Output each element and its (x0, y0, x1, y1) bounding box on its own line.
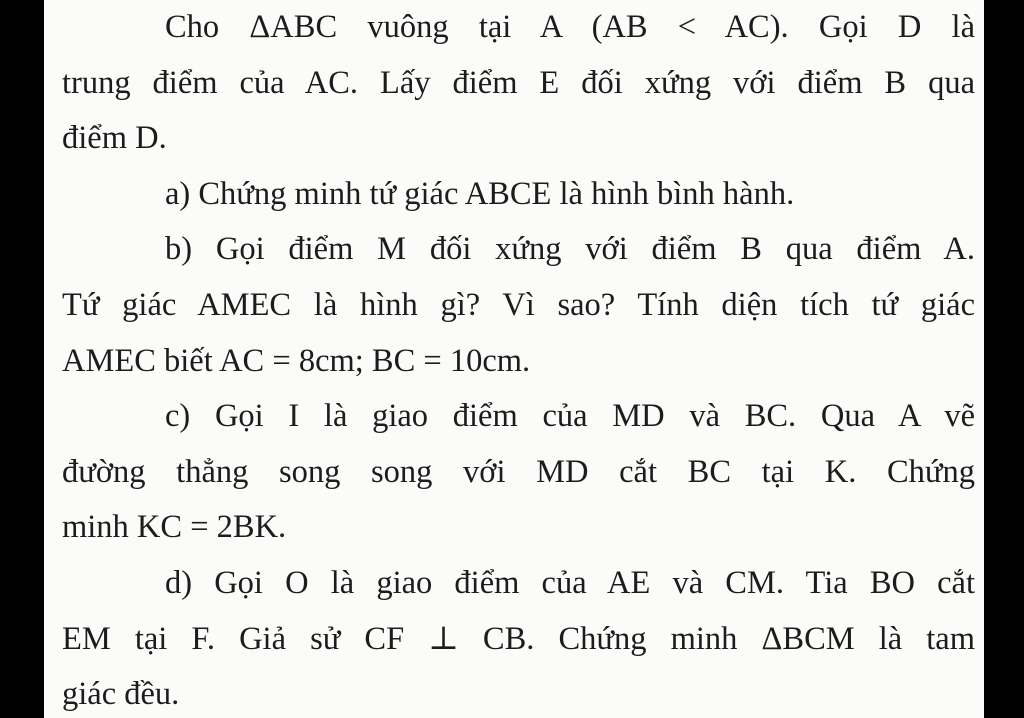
document-page (44, 0, 984, 718)
text-line: Cho ΔABC vuông tại A (AB < AC). Gọi D là (165, 9, 975, 45)
part-c (62, 389, 975, 556)
text-line: d) Gọi O là giao điểm của AE và CM. Tia BO cắt (165, 564, 975, 601)
part-b (62, 222, 975, 389)
part-d (62, 556, 975, 718)
text-line: trung điểm của AC. Lấy điểm E đối xứng với điểm B qua (62, 64, 975, 101)
text-line: điểm D. (62, 120, 167, 157)
text-line: minh KC = 2BK. (62, 509, 287, 546)
text-line: c) Gọi I là giao điểm của MD và BC. Qua A vẽ (165, 398, 975, 435)
problem-text (62, 0, 975, 718)
text-line: EM tại F. Giả sử CF ⊥ CB. Chứng minh ΔBCM là tam (62, 620, 975, 657)
text-line: giác đều. (62, 676, 180, 713)
text-line: đường thẳng song song với MD cắt BC tại K. Chứng (62, 453, 975, 490)
text-line: b) Gọi điểm M đối xứng với điểm B qua điểm A. (165, 231, 975, 268)
text-line: a) Chứng minh tứ giác ABCE là hình bình hành. (165, 175, 795, 212)
text-line: AMEC biết AC = 8cm; BC = 10cm. (62, 342, 531, 379)
text-line: Tứ giác AMEC là hình gì? Vì sao? Tính diện tích tứ giác (62, 286, 975, 323)
part-a (62, 167, 975, 223)
problem-intro (62, 0, 975, 167)
